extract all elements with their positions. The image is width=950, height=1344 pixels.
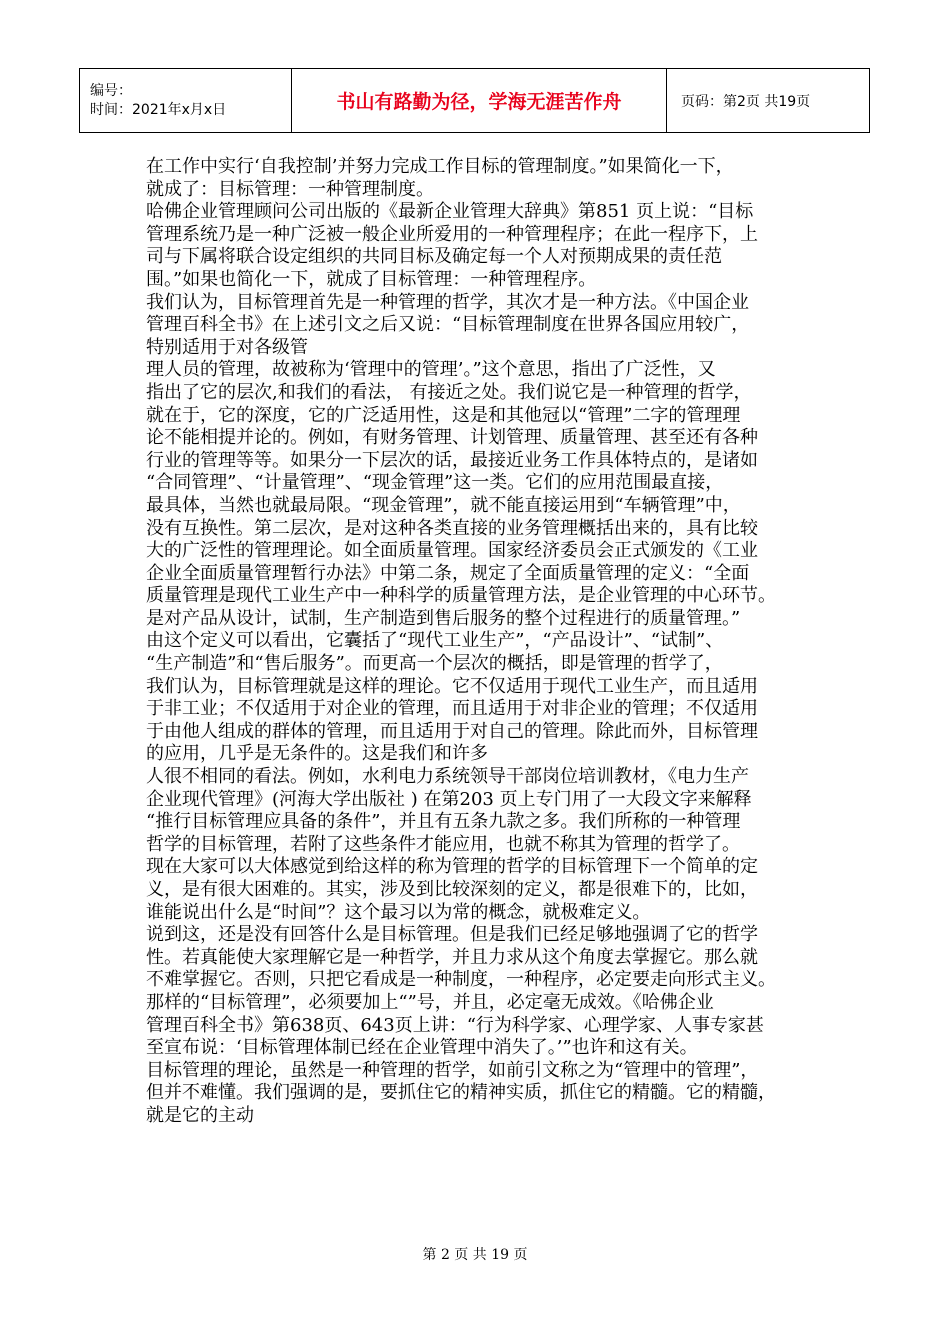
body-line: 就成了：目标管理：一种管理制度。: [146, 178, 434, 200]
body-line: 的应用，几乎是无条件的。这是我们和许多: [146, 743, 488, 765]
document-body: [146, 156, 812, 1128]
body-line: 在工作中实行‘自我控制’并努力完成工作目标的管理制度。”如果简化一下，: [146, 156, 734, 177]
body-line: 管理百科全书》在上述引文之后又说：“目标管理制度在世界各国应用较广，: [146, 314, 750, 336]
body-line: 那样的“目标管理”，必须要加上“”号，并且，必定毫无成效。《哈佛企业: [146, 991, 714, 1013]
body-line: 人很不相同的看法。例如，水利电力系统领导干部岗位培训教材，《电力生产: [146, 766, 749, 788]
body-line: 性。若真能使大家理解它是一种哲学，并且力求从这个角度去掌握它。那么就: [146, 946, 758, 968]
header-meta: [80, 69, 292, 133]
body-line: 企业全面质量管理暂行办法》中第二条，规定了全面质量管理的定义：“全面: [146, 562, 750, 584]
header-motto: 书山有路勤为径，学海无涯苦作舟: [292, 69, 667, 133]
header-page-info: 页码：第2页 共19页: [667, 69, 870, 133]
body-line: “合同管理”、“计量管理”、“现金管理”这一类。它们的应用范围最直接，: [146, 472, 724, 494]
body-line: 企业现代管理》(河海大学出版社 ) 在第203 页上专门用了一大段文字来解释: [146, 788, 752, 810]
body-line: 管理系统乃是一种广泛被一般企业所爱用的一种管理程序；在此一程序下，上: [146, 223, 758, 245]
body-line: 由这个定义可以看出，它囊括了“现代工业生产”，“产品设计”、“试制”、: [146, 630, 724, 652]
body-line: 说到这，还是没有回答什么是目标管理。但是我们已经足够地强调了它的哲学: [146, 924, 758, 946]
body-line: 哲学的目标管理，若附了这些条件才能应用，也就不称其为管理的哲学了。: [146, 833, 740, 855]
body-line: 就在于，它的深度，它的广泛适用性，这是和其他冠以“管理”二字的管理理: [146, 404, 741, 426]
body-line: 哈佛企业管理顾问公司出版的《最新企业管理大辞典》第851 页上说：“目标: [146, 201, 754, 223]
body-line: 谁能说出什么是“时间”？这个最习以为常的概念，就极难定义。: [146, 901, 651, 923]
body-line: 是对产品从设计，试制，生产制造到售后服务的整个过程进行的质量管理。”: [146, 607, 741, 629]
body-line: 不难掌握它。否则，只把它看成是一种制度，一种程序，必定要走向形式主义。: [146, 969, 776, 991]
body-line: 最具体，当然也就最局限。“现金管理”，就不能直接运用到“车辆管理”中，: [146, 494, 741, 516]
document-time-label: 时间：2021年x月x日: [90, 101, 227, 118]
body-line: 我们认为，目标管理就是这样的理论。它不仅适用于现代工业生产，而且适用: [146, 675, 758, 697]
body-line: “推行目标管理应具备的条件”，并且有五条九款之多。我们所称的一种管理: [146, 811, 741, 833]
body-line: 围。”如果也简化一下，就成了目标管理：一种管理程序。: [146, 268, 597, 290]
body-line: 目标管理的理论，虽然是一种管理的哲学，如前引文称之为“管理中的管理”，: [146, 1059, 759, 1081]
body-line: 但并不难懂。我们强调的是，要抓住它的精神实质，抓住它的精髓。它的精髓，: [146, 1082, 776, 1104]
body-line: 论不能相提并论的。例如，有财务管理、计划管理、质量管理、甚至还有各种: [146, 427, 758, 449]
page-footer: 第 2 页 共 19 页: [422, 1247, 528, 1263]
body-line: 我们认为，目标管理首先是一种管理的哲学，其次才是一种方法。《中国企业: [146, 291, 749, 313]
body-line: 至宣布说：‘目标管理体制已经在企业管理中消失了。’”也许和这有关。: [146, 1037, 698, 1059]
header-table: [79, 68, 870, 133]
body-line: 特别适用于对各级管: [146, 336, 308, 358]
body-line: “生产制造”和“售后服务”。而更高一个层次的概括，即是管理的哲学了，: [146, 653, 723, 675]
body-line: 就是它的主动: [146, 1104, 254, 1126]
body-line: 大的广泛性的管理理论。如全面质量管理。国家经济委员会正式颁发的《工业: [146, 540, 758, 562]
body-line: 行业的管理等等。如果分一下层次的话，最接近业务工作具体特点的，是诸如: [146, 449, 758, 471]
body-line: 义，是有很大困难的。其实，涉及到比较深刻的定义，都是很难下的，比如，: [146, 879, 758, 900]
body-line: 于非工业；不仅适用于对企业的管理，而且适用于对非企业的管理；不仅适用: [146, 698, 758, 720]
document-number-label: 编号：: [90, 82, 132, 99]
body-line: 指出了它的层次,和我们的看法， 有接近之处。我们说它是一种管理的哲学，: [146, 381, 752, 403]
body-line: 司与下属将联合设定组织的共同目标及确定每一个人对预期成果的责任范: [146, 246, 722, 268]
body-line: 现在大家可以大体感觉到给这样的称为管理的哲学的目标管理下一个简单的定: [146, 856, 758, 878]
body-line: 理人员的管理，故被称为‘管理中的管理’。”这个意思，指出了广泛性，又: [146, 359, 716, 381]
body-line: 于由他人组成的群体的管理，而且适用于对自己的管理。除此而外，目标管理: [146, 720, 758, 742]
body-line: 管理百科全书》第638页、643页上讲：“行为科学家、心理学家、人事专家甚: [146, 1014, 764, 1036]
body-line: 质量管理是现代工业生产中一种科学的质量管理方法，是企业管理的中心环节。: [146, 585, 776, 607]
body-line: 没有互换性。第二层次，是对这种各类直接的业务管理概括出来的，具有比较: [146, 517, 758, 539]
